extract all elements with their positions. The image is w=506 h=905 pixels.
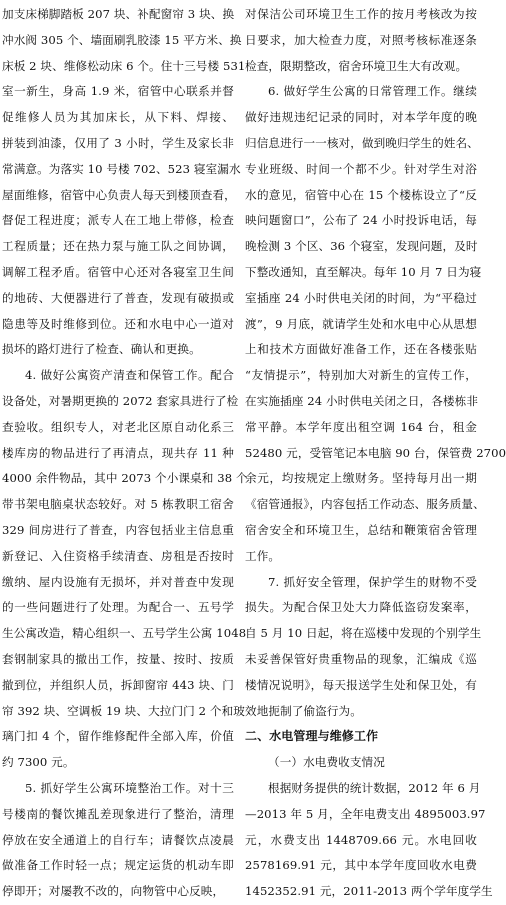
right-text-line: 日要求，加大检查力度，对照考核标准逐条 xyxy=(245,32,477,47)
left-text-line: 329 间房进行了普查，内容包括业主信息重 xyxy=(2,522,234,537)
right-text-line: 效地扼制了偷盗行为。 xyxy=(245,703,362,718)
right-text-line: 归信息进行一一核对，做到晚归学生的姓名、 xyxy=(245,135,479,150)
left-text-line: 约 7300 元。 xyxy=(2,755,75,770)
right-text-line: 水的意见，宿管中心在 15 个楼栋设立了“反 xyxy=(245,187,477,202)
left-text-line: 的地砖、大便器进行了普查，发现有破损或 xyxy=(2,290,234,305)
left-text-line: 损坏的路灯进行了检查、确认和更换。 xyxy=(2,342,201,357)
right-text-line: 宿舍安全和环境卫生，总结和鞭策宿舍管理 xyxy=(245,522,477,537)
right-text-line: 二、水电管理与维修工作 xyxy=(245,729,379,744)
left-text-line: 套钢制家具的撤出工作，按量、按时、按质 xyxy=(2,651,234,666)
right-text-line: 7. 抓好安全管理，保护学生的财物不受 xyxy=(268,574,477,589)
left-text-line: 床板 2 块、维修松动床 6 个。住十三号楼 531 xyxy=(2,58,246,73)
right-text-line: 2578169.91 元，其中本学年度回收水电费 xyxy=(245,858,477,873)
left-text-line: 停即开；对屡教不改的，向物管中心反映， xyxy=(2,884,225,899)
left-text-line: 常满意。为落实 10 号楼 702、523 寝室漏水 xyxy=(2,161,241,176)
left-text-line: 拼装到油漆，仅用了 3 小时，学生及家长非 xyxy=(2,135,234,150)
left-text-line: 生公寓改造，精心组织一、五号学生公寓 1048 xyxy=(2,626,247,641)
right-text-line: 下整改通知，直至解决。每年 10 月 7 日为寝 xyxy=(245,264,482,279)
left-text-line: 屋面维修，宿管中心负责人每天到楼顶查看， xyxy=(2,187,236,202)
right-text-line: 工作。 xyxy=(245,548,281,563)
right-text-column xyxy=(245,2,506,899)
right-text-line: 自 5 月 10 日起，将在巡楼中发现的个别学生 xyxy=(245,626,482,641)
right-text-line: 楼情况说明》，每天报送学生处和保卫处，有 xyxy=(245,677,477,692)
right-text-line: 检查，限期整改，宿舍环境卫生大有改观。 xyxy=(245,58,468,73)
right-text-line: 损失。为配合保卫处大力降低盗窃发案率， xyxy=(245,600,477,615)
right-text-line: 渡”，9 月底，就请学生处和水电中心从思想 xyxy=(245,316,477,331)
left-text-line: 4. 做好公寓资产清查和保管工作。配合 xyxy=(25,368,234,383)
left-text-line: 5. 抓好学生公寓环境整治工作。对十三 xyxy=(25,780,234,795)
right-text-line: 对保洁公司环境卫生工作的按月考核改为按 xyxy=(245,7,477,21)
right-text-line: 余元，均按规定上缴财务。坚持每月出一期 xyxy=(245,471,477,486)
right-text-line: 专业班级、时间一个都不少。针对学生对浴 xyxy=(245,161,477,176)
right-text-line: 《宿管通报》，内容包括工作动态、服务质量、 xyxy=(245,497,485,512)
right-text-line: 映问题窗口”，公布了 24 小时投诉电话，每 xyxy=(245,213,477,228)
left-text-line: 工程质量；还在热力泵与施工队之间协调， xyxy=(2,239,234,254)
right-text-line: 6. 做好学生公寓的日常管理工作。继续 xyxy=(268,84,477,99)
right-text-line: 常平静。本学年度出租空调 164 台，租金 xyxy=(245,419,477,434)
left-text-line: 帘 392 块、空调板 19 块、大拉门门 2 个和玻 xyxy=(2,703,245,718)
right-text-line: 根据财务提供的统计数据，2012 年 6 月 xyxy=(268,780,481,795)
right-text-line: 52480 元，受管笔记本电脑 90 台，保管费 2700 xyxy=(245,445,506,460)
right-text-line: 元，水费支出 1448709.66 元。水电回收 xyxy=(245,832,477,847)
left-text-line: 做准备工作时轻一点；规定运货的机动车即 xyxy=(2,858,234,873)
left-text-line: 室一新生，身高 1.9 米，宿管中心联系并督 xyxy=(2,84,234,99)
right-text-line: （一）水电费收支情况 xyxy=(268,755,385,770)
left-text-line: 新登记、入住资格手续清查、房租是否按时 xyxy=(2,548,234,563)
left-text-line: 带书架电脑桌状态较好。对 5 栋教职工宿舍 xyxy=(2,497,234,512)
left-text-line: 加支床梯脚踏板 207 块、补配窗帘 3 块、换 xyxy=(2,7,235,21)
left-text-line: 督促工程进度；派专人在工地上带修，检查 xyxy=(2,213,234,228)
right-text-line: 上和技术方面做好准备工作，还在各楼张贴 xyxy=(245,342,477,357)
left-text-line: 促维修人员为其加床长，从下料、焊接、 xyxy=(2,110,234,125)
left-text-line: 调解工程矛盾。宿管中心还对各寝室卫生间 xyxy=(2,264,234,279)
left-text-line: 4000 余件物品，其中 2073 个小课桌和 38 个 xyxy=(2,471,248,486)
right-text-line: —2013 年 5 月，全年电费支出 4895003.97 xyxy=(245,806,486,821)
left-text-line: 停放在安全通道上的自行车；请餐饮点凌晨 xyxy=(2,832,234,847)
left-text-line: 设备处，对暑期更换的 2072 套家具进行了检 xyxy=(2,393,239,408)
left-text-line: 楼库房的物品进行了再清点，现共存 11 种 xyxy=(2,445,234,460)
left-text-line: 隐患等及时维修到位。还和水电中心一道对 xyxy=(2,316,234,331)
right-text-line: “友情提示”，特别加大对新生的宣传工作， xyxy=(245,368,477,383)
right-text-line: 做好违规违纪记录的同时，对本学年度的晚 xyxy=(245,110,477,125)
left-text-line: 璃门扣 4 个，留作维修配件全部入库，价值 xyxy=(2,729,234,744)
left-text-line: 缴纳、屋内设施有无损坏，并对普查中发现 xyxy=(2,574,234,589)
left-text-line: 的一些问题进行了处理。为配合一、五号学 xyxy=(2,600,234,615)
left-text-line: 查验收。组织专人，对老北区原自动化系三 xyxy=(2,419,234,434)
right-text-line: 1452352.91 元，2011-2013 两个学年度学生 xyxy=(245,884,493,899)
right-text-line: 在实施插座 24 小时供电关闭之日，各楼栋非 xyxy=(245,393,479,408)
right-text-line: 室插座 24 小时供电关闭的时间，为“平稳过 xyxy=(245,290,477,305)
left-text-column xyxy=(2,2,248,899)
left-text-line: 号楼南的餐饮摊乱差现象进行了整治，清理 xyxy=(2,806,234,821)
left-text-line: 冲水阀 305 个、墙面刷乳胶漆 15 平方米、换 xyxy=(2,32,242,47)
right-text-line: 未妥善保管好贵重物品的现象，汇编成《巡 xyxy=(245,651,477,666)
right-text-line: 晚检测 3 个区、36 个寝室，发现问题，及时 xyxy=(245,239,478,254)
left-text-line: 撤到位，并组织人员，拆卸窗帘 443 块、门 xyxy=(2,677,234,692)
